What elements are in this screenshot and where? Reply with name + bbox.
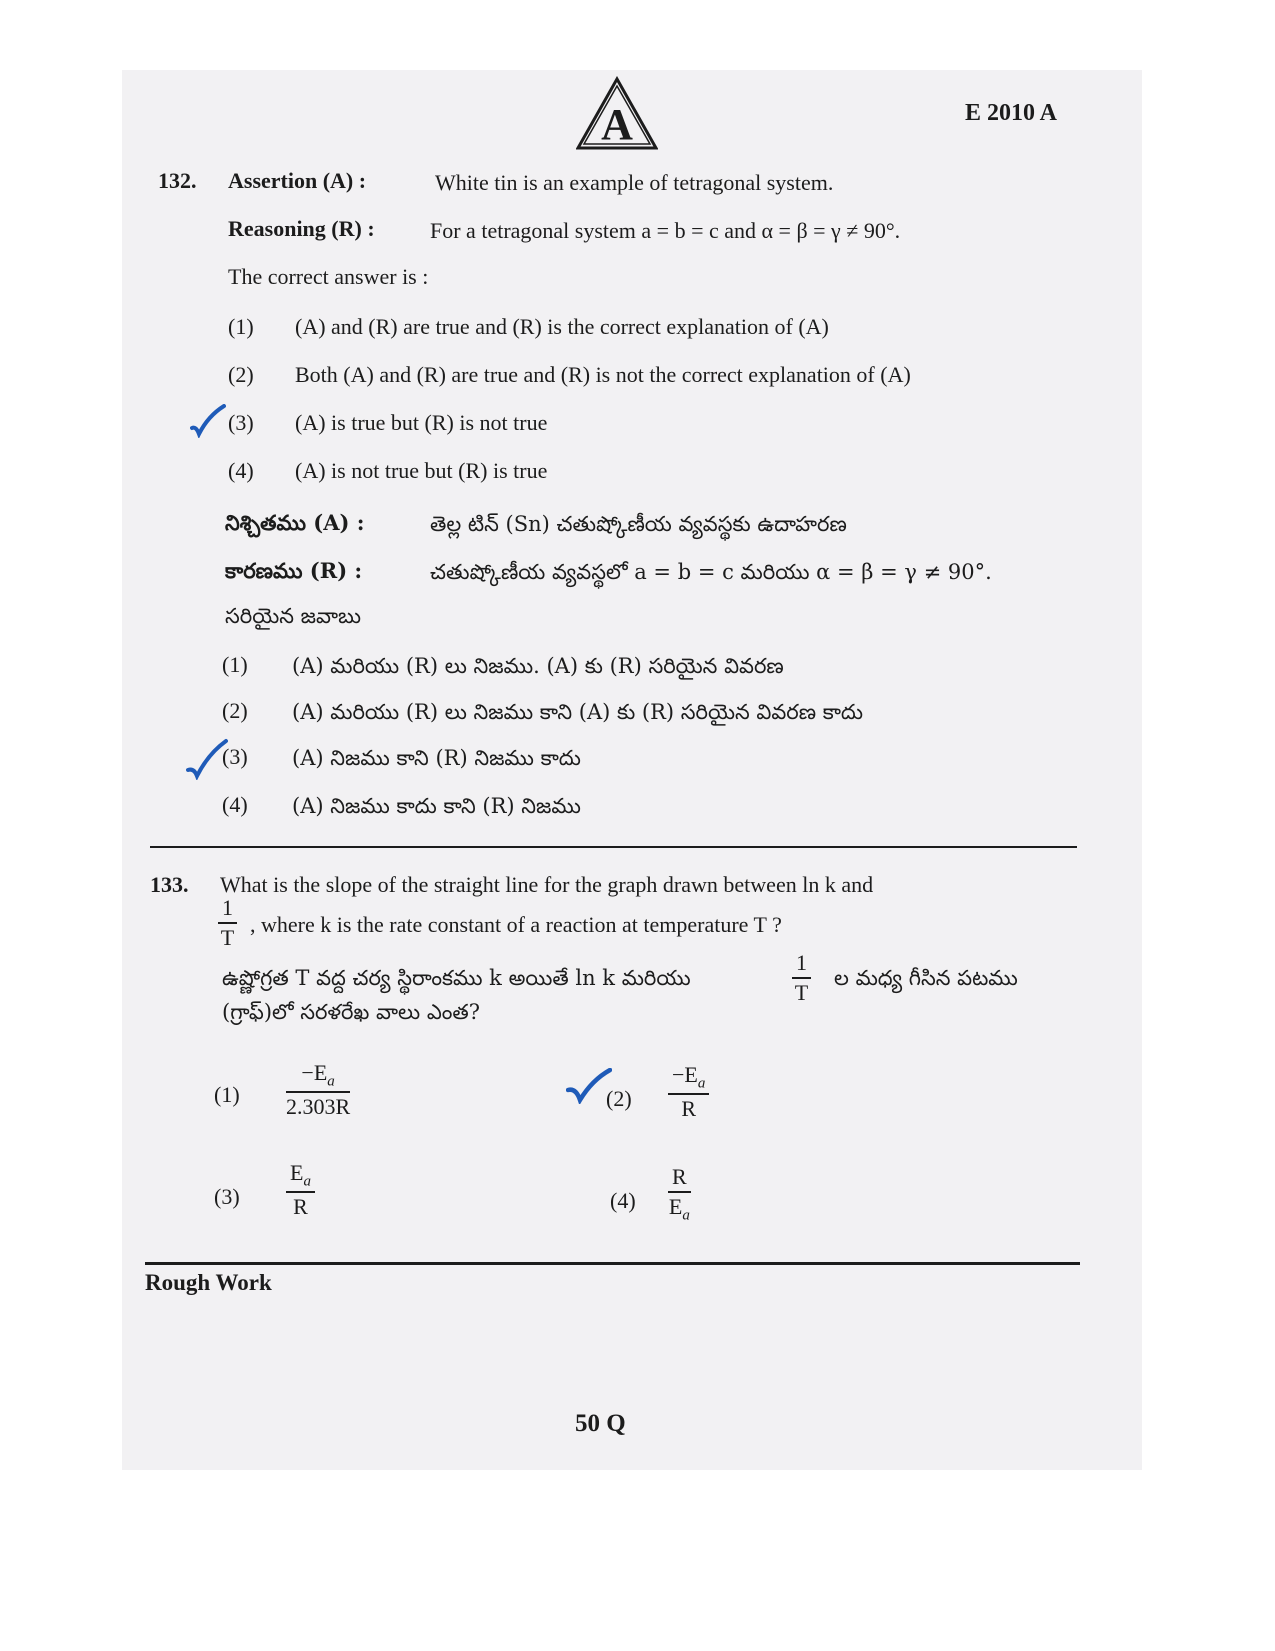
question-line-2: , where k is the rate constant of a reaction at temperature T ? bbox=[250, 912, 782, 937]
option-number: (1) bbox=[228, 314, 254, 339]
formula-subscript: a bbox=[327, 1073, 335, 1090]
question-prompt: The correct answer is : bbox=[228, 264, 429, 289]
question-telugu-line-1b: ల మధ్య గీసిన పటము bbox=[834, 966, 1018, 990]
option-text: (A) is true but (R) is not true bbox=[295, 410, 548, 435]
question-number: 133. bbox=[150, 872, 189, 897]
option-number: (2) bbox=[228, 362, 254, 387]
option-number: (4) bbox=[222, 792, 248, 817]
question-prompt-telugu: సరియైన జవాబు bbox=[225, 604, 361, 628]
fraction-one-over-t-telugu bbox=[792, 950, 811, 1006]
option-text-telugu: (A) మరియు (R) లు నిజము. (A) కు (R) సరియైన వివరణ bbox=[292, 654, 784, 678]
divider bbox=[145, 1262, 1080, 1265]
assertion-label: Assertion (A) : bbox=[228, 168, 367, 193]
formula-numerator: R bbox=[668, 1164, 691, 1193]
option-text-telugu: (A) నిజము కాని (R) నిజము కాదు bbox=[292, 746, 581, 770]
assertion-text: White tin is an example of tetragonal system. bbox=[435, 170, 834, 195]
option-text: (A) is not true but (R) is true bbox=[295, 458, 548, 483]
reasoning-text-telugu: చతుష్కోణీయ వ్యవస్థలో a = b = c మరియు α = β = γ ≠ 90°. bbox=[430, 560, 992, 584]
fraction-denominator: T bbox=[794, 980, 809, 1005]
option-number: (4) bbox=[228, 458, 254, 483]
option-number: (2) bbox=[606, 1086, 632, 1111]
option-text-telugu: (A) నిజము కాదు కాని (R) నిజము bbox=[292, 794, 581, 818]
option-formula bbox=[668, 1062, 709, 1122]
option-formula bbox=[286, 1160, 315, 1220]
formula-numerator: −E bbox=[301, 1060, 328, 1085]
formula-subscript: a bbox=[697, 1075, 706, 1092]
svg-text:A: A bbox=[601, 100, 633, 149]
formula-subscript: a bbox=[682, 1207, 690, 1224]
formula-denominator: R bbox=[293, 1194, 308, 1220]
divider bbox=[150, 846, 1077, 848]
option-number: (3) bbox=[222, 744, 248, 769]
formula-denominator: 2.303R bbox=[286, 1094, 351, 1120]
formula-denominator: E bbox=[668, 1194, 683, 1219]
option-number: (1) bbox=[222, 652, 248, 677]
option-text-telugu: (A) మరియు (R) లు నిజము కాని (A) కు (R) సరియైన వివరణ కాదు bbox=[292, 700, 864, 724]
option-number: (3) bbox=[214, 1184, 240, 1209]
booklet-series-logo-icon bbox=[576, 76, 658, 151]
reasoning-label-telugu: కారణము (R) : bbox=[225, 558, 363, 583]
option-number: (3) bbox=[228, 410, 254, 435]
paper-code: E 2010 A bbox=[965, 100, 1058, 126]
assertion-text-telugu: తెల్ల టిన్ (Sn) చతుష్కోణీయ వ్యవస్థకు ఉదాహరణ bbox=[430, 512, 847, 536]
formula-numerator: −E bbox=[672, 1062, 698, 1087]
formula-subscript: a bbox=[303, 1173, 311, 1190]
question-line-1: What is the slope of the straight line for the graph drawn between ln k and bbox=[220, 872, 874, 897]
question-number: 132. bbox=[158, 168, 197, 193]
option-number: (2) bbox=[222, 698, 248, 723]
reasoning-label: Reasoning (R) : bbox=[228, 216, 375, 241]
option-text: (A) and (R) are true and (R) is the correct explanation of (A) bbox=[295, 314, 829, 339]
fraction-numerator: 1 bbox=[218, 895, 237, 924]
option-formula bbox=[286, 1060, 350, 1120]
checkmark-icon bbox=[186, 738, 228, 780]
fraction-numerator: 1 bbox=[792, 950, 811, 979]
fraction-denominator: T bbox=[220, 925, 235, 950]
option-number: (1) bbox=[214, 1082, 240, 1107]
formula-denominator: R bbox=[681, 1096, 697, 1122]
question-telugu-line-2: (గ్రాఫ్)లో సరళరేఖ వాలు ఎంత? bbox=[222, 1000, 481, 1024]
formula-numerator: E bbox=[290, 1160, 304, 1185]
checkmark-icon bbox=[190, 404, 226, 438]
option-formula bbox=[668, 1164, 691, 1224]
option-text: Both (A) and (R) are true and (R) is not the correct explanation of (A) bbox=[295, 362, 911, 387]
reasoning-text: For a tetragonal system a = b = c and α = β = γ ≠ 90°. bbox=[430, 218, 901, 243]
fraction-one-over-t bbox=[218, 895, 237, 951]
question-telugu-line-1a: ఉష్ణోగ్రత T వద్ద చర్య స్థిరాంకము k అయితే ln k మరియు bbox=[222, 966, 691, 990]
option-number: (4) bbox=[610, 1188, 636, 1213]
rough-work-label: Rough Work bbox=[145, 1270, 272, 1295]
assertion-label-telugu: నిశ్చితము (A) : bbox=[225, 510, 365, 535]
page-number: 50 Q bbox=[575, 1410, 626, 1437]
